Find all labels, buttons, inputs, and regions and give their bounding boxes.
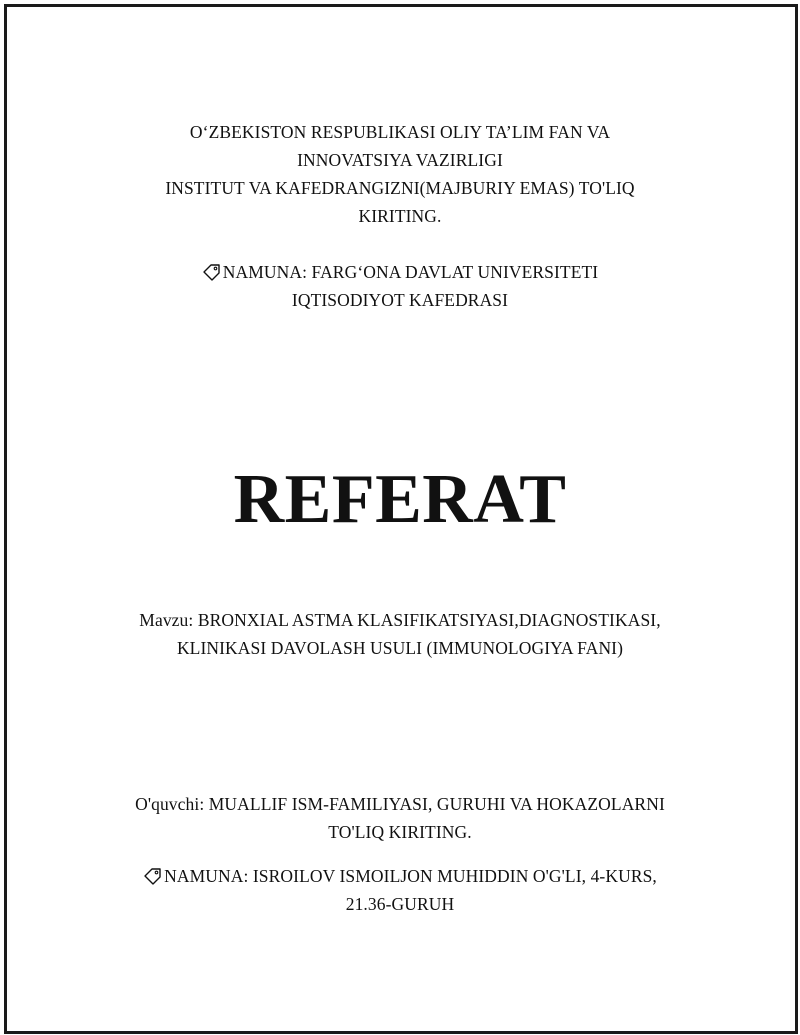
student-line: O'quvchi: MUALLIF ISM-FAMILIYASI, GURUHI VA HOKAZOLARNI bbox=[135, 794, 665, 814]
institution-sample-line: NAMUNA: FARG‘ONA DAVLAT UNIVERSITETI bbox=[222, 262, 599, 282]
institution-header bbox=[0, 118, 800, 230]
institution-sample-line: IQTISODIYOT KAFEDRASI bbox=[291, 290, 509, 310]
student-sample-line: 21.36-GURUH bbox=[345, 894, 455, 914]
institution-line: O‘ZBEKISTON RESPUBLIKASI OLIY TA’LIM FAN VA bbox=[189, 122, 611, 142]
tag-icon bbox=[143, 865, 163, 883]
tag-icon bbox=[202, 261, 222, 279]
institution-sample bbox=[0, 258, 800, 314]
student-info bbox=[0, 790, 800, 846]
student-line: TO'LIQ KIRITING. bbox=[328, 822, 472, 842]
institution-line: INSTITUT VA KAFEDRANGIZNI(MAJBURIY EMAS) TO'LIQ bbox=[165, 178, 635, 198]
institution-line: INNOVATSIYA VAZIRLIGI bbox=[297, 150, 503, 170]
student-sample-line: NAMUNA: ISROILOV ISMOILJON MUHIDDIN O'G'LI, 4-KURS, bbox=[164, 866, 657, 886]
topic-line: KLINIKASI DAVOLASH USULI (IMMUNOLOGIYA FANI) bbox=[176, 638, 624, 658]
document-title: REFERAT bbox=[233, 461, 567, 538]
topic-line: Mavzu: BRONXIAL ASTMA KLASIFIKATSIYASI,DIAGNOSTIKASI, bbox=[139, 610, 661, 630]
topic bbox=[0, 606, 800, 662]
student-sample bbox=[0, 862, 800, 918]
institution-line: KIRITING. bbox=[358, 206, 442, 226]
